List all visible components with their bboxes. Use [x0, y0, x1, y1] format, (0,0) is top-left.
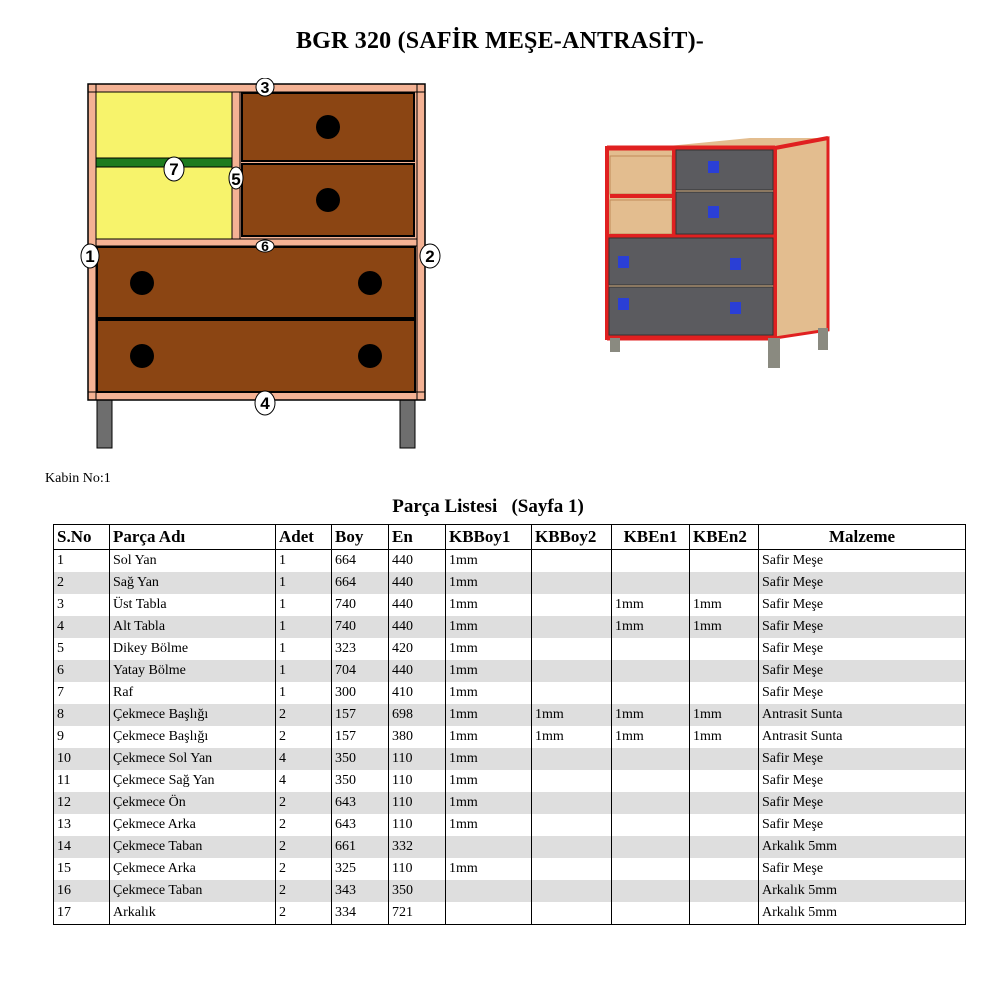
- cell-name: Çekmece Ön: [110, 792, 276, 814]
- table-row: [54, 858, 966, 880]
- parts-list-title: Parça Listesi (Sayfa 1): [392, 496, 584, 517]
- cell-kbboy2: [532, 880, 612, 902]
- cell-kbboy2: [532, 550, 612, 573]
- cell-kben1: [612, 836, 690, 858]
- cell-name: Çekmece Başlığı: [110, 704, 276, 726]
- drawer-knob: [358, 271, 382, 295]
- header-boy: Boy: [332, 525, 389, 550]
- cell-kben1: [612, 770, 690, 792]
- header-kbboy2: KBBoy2: [532, 525, 612, 550]
- cell-malzeme: Arkalık 5mm: [759, 902, 966, 925]
- cell-adet: 2: [276, 836, 332, 858]
- right-leg: [400, 398, 415, 448]
- cell-kbboy2: 1mm: [532, 726, 612, 748]
- cell-kben1: [612, 858, 690, 880]
- cell-kben1: [612, 902, 690, 925]
- cell-kben1: 1mm: [612, 726, 690, 748]
- drawer-knob: [358, 344, 382, 368]
- cell-kbboy2: [532, 858, 612, 880]
- table-row: [54, 880, 966, 902]
- cell-malzeme: Safir Meşe: [759, 572, 966, 594]
- cell-malzeme: Safir Meşe: [759, 638, 966, 660]
- cell-kben2: 1mm: [690, 616, 759, 638]
- cell-en: 350: [389, 880, 446, 902]
- cell-boy: 704: [332, 660, 389, 682]
- cell-en: 440: [389, 550, 446, 573]
- cell-en: 110: [389, 792, 446, 814]
- table-row: [54, 572, 966, 594]
- cell-malzeme: Safir Meşe: [759, 616, 966, 638]
- cell-sno: 13: [54, 814, 110, 836]
- cell-boy: 157: [332, 726, 389, 748]
- cell-adet: 1: [276, 682, 332, 704]
- parts-table-body: [54, 550, 966, 925]
- cell-kben2: [690, 770, 759, 792]
- cell-kbboy1: 1mm: [446, 682, 532, 704]
- cell-kbboy2: [532, 572, 612, 594]
- cell-kbboy2: [532, 836, 612, 858]
- cell-kben1: 1mm: [612, 616, 690, 638]
- cell-kben2: 1mm: [690, 704, 759, 726]
- cell-sno: 5: [54, 638, 110, 660]
- drawer-knob: [130, 344, 154, 368]
- cell-kben2: [690, 572, 759, 594]
- label-text: 6: [261, 238, 269, 254]
- cell-kben2: [690, 880, 759, 902]
- label-text: 5: [231, 170, 241, 189]
- small-drawer-bottom: [676, 192, 773, 234]
- table-row: [54, 770, 966, 792]
- cell-sno: 15: [54, 858, 110, 880]
- cell-kbboy1: 1mm: [446, 660, 532, 682]
- cell-adet: 2: [276, 726, 332, 748]
- cell-name: Sağ Yan: [110, 572, 276, 594]
- cell-name: Çekmece Sol Yan: [110, 748, 276, 770]
- cell-sno: 17: [54, 902, 110, 925]
- header-adet: Adet: [276, 525, 332, 550]
- cell-en: 420: [389, 638, 446, 660]
- cell-kbboy2: [532, 638, 612, 660]
- cell-kben1: [612, 550, 690, 573]
- cell-adet: 1: [276, 616, 332, 638]
- open-shelf-lower: [96, 167, 232, 239]
- table-row: [54, 616, 966, 638]
- table-header-row: [54, 525, 966, 550]
- cell-kben2: [690, 792, 759, 814]
- cell-sno: 16: [54, 880, 110, 902]
- cell-sno: 11: [54, 770, 110, 792]
- label-text: 3: [260, 80, 270, 97]
- cell-kben1: [612, 880, 690, 902]
- cell-kben1: [612, 638, 690, 660]
- side-panel: [775, 138, 828, 338]
- cell-boy: 643: [332, 814, 389, 836]
- label-text: 2: [425, 247, 435, 266]
- part-label-4: [255, 391, 275, 415]
- header-sno: S.No: [54, 525, 110, 550]
- table-row: [54, 682, 966, 704]
- cabinet-3d-render: [600, 130, 832, 375]
- cell-kben2: [690, 660, 759, 682]
- cell-kben2: 1mm: [690, 594, 759, 616]
- cell-kbboy2: [532, 902, 612, 925]
- table-row: [54, 704, 966, 726]
- cell-sno: 10: [54, 748, 110, 770]
- large-drawer-bottom: [609, 287, 773, 335]
- cell-name: Dikey Bölme: [110, 638, 276, 660]
- cell-kbboy2: [532, 792, 612, 814]
- cell-kben2: 1mm: [690, 726, 759, 748]
- cell-adet: 2: [276, 704, 332, 726]
- cell-name: Arkalık: [110, 902, 276, 925]
- part-label-2: [420, 244, 440, 268]
- drawer-knob: [316, 188, 340, 212]
- cell-malzeme: Antrasit Sunta: [759, 704, 966, 726]
- leg: [818, 328, 828, 350]
- cabinet-front-diagram: [80, 78, 445, 450]
- cell-kben1: [612, 572, 690, 594]
- cell-kbboy2: [532, 616, 612, 638]
- table-row: [54, 594, 966, 616]
- cell-kbboy1: [446, 902, 532, 925]
- cell-en: 110: [389, 748, 446, 770]
- drawer-knob: [316, 115, 340, 139]
- cell-sno: 2: [54, 572, 110, 594]
- cell-name: Çekmece Taban: [110, 836, 276, 858]
- open-shelf-lower: [610, 200, 672, 234]
- table-row: [54, 638, 966, 660]
- cell-kbboy1: [446, 880, 532, 902]
- cell-adet: 2: [276, 880, 332, 902]
- cell-boy: 350: [332, 770, 389, 792]
- table-row: [54, 792, 966, 814]
- cell-kbboy1: 1mm: [446, 638, 532, 660]
- cell-name: Çekmece Arka: [110, 814, 276, 836]
- cell-boy: 323: [332, 638, 389, 660]
- cell-boy: 325: [332, 858, 389, 880]
- cell-boy: 334: [332, 902, 389, 925]
- cell-adet: 1: [276, 550, 332, 573]
- cell-kben2: [690, 748, 759, 770]
- table-row: [54, 814, 966, 836]
- cell-malzeme: Safir Meşe: [759, 660, 966, 682]
- cell-malzeme: Safir Meşe: [759, 770, 966, 792]
- cell-sno: 14: [54, 836, 110, 858]
- header-kben1: KBEn1: [612, 525, 690, 550]
- cell-kbboy1: 1mm: [446, 770, 532, 792]
- cell-adet: 1: [276, 572, 332, 594]
- kabin-number: Kabin No:1: [45, 471, 111, 486]
- cell-kben1: 1mm: [612, 594, 690, 616]
- parts-table: [53, 524, 966, 925]
- cell-boy: 740: [332, 616, 389, 638]
- page-title: BGR 320 (SAFİR MEŞE-ANTRASİT)-: [295, 28, 705, 54]
- cell-kben2: [690, 682, 759, 704]
- cell-boy: 664: [332, 550, 389, 573]
- cell-boy: 664: [332, 572, 389, 594]
- part-label-1: [81, 244, 99, 268]
- cell-malzeme: Safir Meşe: [759, 748, 966, 770]
- cell-boy: 343: [332, 880, 389, 902]
- cell-kbboy1: 1mm: [446, 726, 532, 748]
- cell-adet: 1: [276, 660, 332, 682]
- cell-malzeme: Safir Meşe: [759, 594, 966, 616]
- cell-malzeme: Safir Meşe: [759, 550, 966, 573]
- cell-boy: 300: [332, 682, 389, 704]
- cell-adet: 1: [276, 594, 332, 616]
- header-malzeme: Malzeme: [759, 525, 966, 550]
- cell-kbboy2: 1mm: [532, 704, 612, 726]
- cell-sno: 7: [54, 682, 110, 704]
- large-drawer-top: [609, 238, 773, 285]
- cell-boy: 740: [332, 594, 389, 616]
- cell-name: Çekmece Arka: [110, 858, 276, 880]
- drawer-handle: [708, 206, 719, 218]
- leg: [768, 338, 780, 368]
- cell-sno: 9: [54, 726, 110, 748]
- label-text: 4: [260, 394, 270, 413]
- cell-kbboy1: 1mm: [446, 616, 532, 638]
- cell-kben2: [690, 902, 759, 925]
- cell-kbboy1: 1mm: [446, 814, 532, 836]
- cell-sno: 4: [54, 616, 110, 638]
- cell-en: 440: [389, 660, 446, 682]
- cell-malzeme: Antrasit Sunta: [759, 726, 966, 748]
- cell-malzeme: Safir Meşe: [759, 792, 966, 814]
- cell-boy: 157: [332, 704, 389, 726]
- cell-malzeme: Safir Meşe: [759, 814, 966, 836]
- drawer-handle: [618, 298, 629, 310]
- table-row: [54, 660, 966, 682]
- cell-kben1: 1mm: [612, 704, 690, 726]
- cell-name: Üst Tabla: [110, 594, 276, 616]
- cell-adet: 4: [276, 748, 332, 770]
- cell-sno: 8: [54, 704, 110, 726]
- table-row: [54, 550, 966, 573]
- drawer-handle: [730, 302, 741, 314]
- cell-malzeme: Safir Meşe: [759, 682, 966, 704]
- cell-kben2: [690, 550, 759, 573]
- cell-kbboy1: 1mm: [446, 550, 532, 573]
- cell-en: 110: [389, 814, 446, 836]
- cell-kben2: [690, 814, 759, 836]
- cell-sno: 12: [54, 792, 110, 814]
- cell-boy: 350: [332, 748, 389, 770]
- cell-kbboy2: [532, 682, 612, 704]
- drawer-knob: [130, 271, 154, 295]
- label-text: 1: [85, 247, 95, 266]
- cell-en: 440: [389, 572, 446, 594]
- cell-kbboy2: [532, 814, 612, 836]
- cell-name: Çekmece Taban: [110, 880, 276, 902]
- cell-kben1: [612, 682, 690, 704]
- cell-kben1: [612, 748, 690, 770]
- cell-boy: 661: [332, 836, 389, 858]
- cell-adet: 2: [276, 902, 332, 925]
- small-drawer-top: [676, 150, 773, 190]
- cell-en: 440: [389, 616, 446, 638]
- cell-kbboy2: [532, 660, 612, 682]
- cell-en: 698: [389, 704, 446, 726]
- cell-kben1: [612, 814, 690, 836]
- cell-kben2: [690, 858, 759, 880]
- part-label-7: [164, 157, 184, 181]
- cell-kbboy1: 1mm: [446, 792, 532, 814]
- cell-en: 380: [389, 726, 446, 748]
- cell-kbboy1: 1mm: [446, 594, 532, 616]
- cell-en: 110: [389, 770, 446, 792]
- cell-malzeme: Arkalık 5mm: [759, 836, 966, 858]
- left-leg: [97, 398, 112, 448]
- cell-boy: 643: [332, 792, 389, 814]
- cell-malzeme: Arkalık 5mm: [759, 880, 966, 902]
- cell-kben2: [690, 638, 759, 660]
- header-name: Parça Adı: [110, 525, 276, 550]
- cell-kbboy2: [532, 594, 612, 616]
- cell-kben1: [612, 660, 690, 682]
- label-text: 7: [169, 160, 179, 179]
- cell-kbboy1: 1mm: [446, 748, 532, 770]
- cell-kbboy1: [446, 836, 532, 858]
- drawer-handle: [730, 258, 741, 270]
- cell-sno: 1: [54, 550, 110, 573]
- open-shelf-upper: [96, 92, 232, 158]
- cell-adet: 2: [276, 814, 332, 836]
- cell-kbboy1: 1mm: [446, 572, 532, 594]
- cell-kben1: [612, 792, 690, 814]
- cell-malzeme: Safir Meşe: [759, 858, 966, 880]
- table-row: [54, 902, 966, 925]
- drawer-handle: [618, 256, 629, 268]
- table-row: [54, 726, 966, 748]
- cell-name: Çekmece Başlığı: [110, 726, 276, 748]
- open-shelf-upper: [610, 156, 672, 194]
- leg: [610, 338, 620, 352]
- cell-name: Alt Tabla: [110, 616, 276, 638]
- cell-kbboy2: [532, 770, 612, 792]
- cell-en: 721: [389, 902, 446, 925]
- cell-kben2: [690, 836, 759, 858]
- cell-kbboy1: 1mm: [446, 704, 532, 726]
- cell-adet: 1: [276, 638, 332, 660]
- table-row: [54, 836, 966, 858]
- cell-adet: 2: [276, 792, 332, 814]
- cell-adet: 4: [276, 770, 332, 792]
- drawer-handle: [708, 161, 719, 173]
- cell-kbboy1: 1mm: [446, 858, 532, 880]
- cell-en: 332: [389, 836, 446, 858]
- cell-sno: 6: [54, 660, 110, 682]
- cell-name: Sol Yan: [110, 550, 276, 573]
- cell-kbboy2: [532, 748, 612, 770]
- cell-name: Çekmece Sağ Yan: [110, 770, 276, 792]
- cell-name: Yatay Bölme: [110, 660, 276, 682]
- header-en: En: [389, 525, 446, 550]
- cell-name: Raf: [110, 682, 276, 704]
- cell-en: 440: [389, 594, 446, 616]
- cell-adet: 2: [276, 858, 332, 880]
- cell-sno: 3: [54, 594, 110, 616]
- header-kbboy1: KBBoy1: [446, 525, 532, 550]
- table-row: [54, 748, 966, 770]
- cell-en: 410: [389, 682, 446, 704]
- part-label-5: [229, 167, 243, 189]
- header-kben2: KBEn2: [690, 525, 759, 550]
- cell-en: 110: [389, 858, 446, 880]
